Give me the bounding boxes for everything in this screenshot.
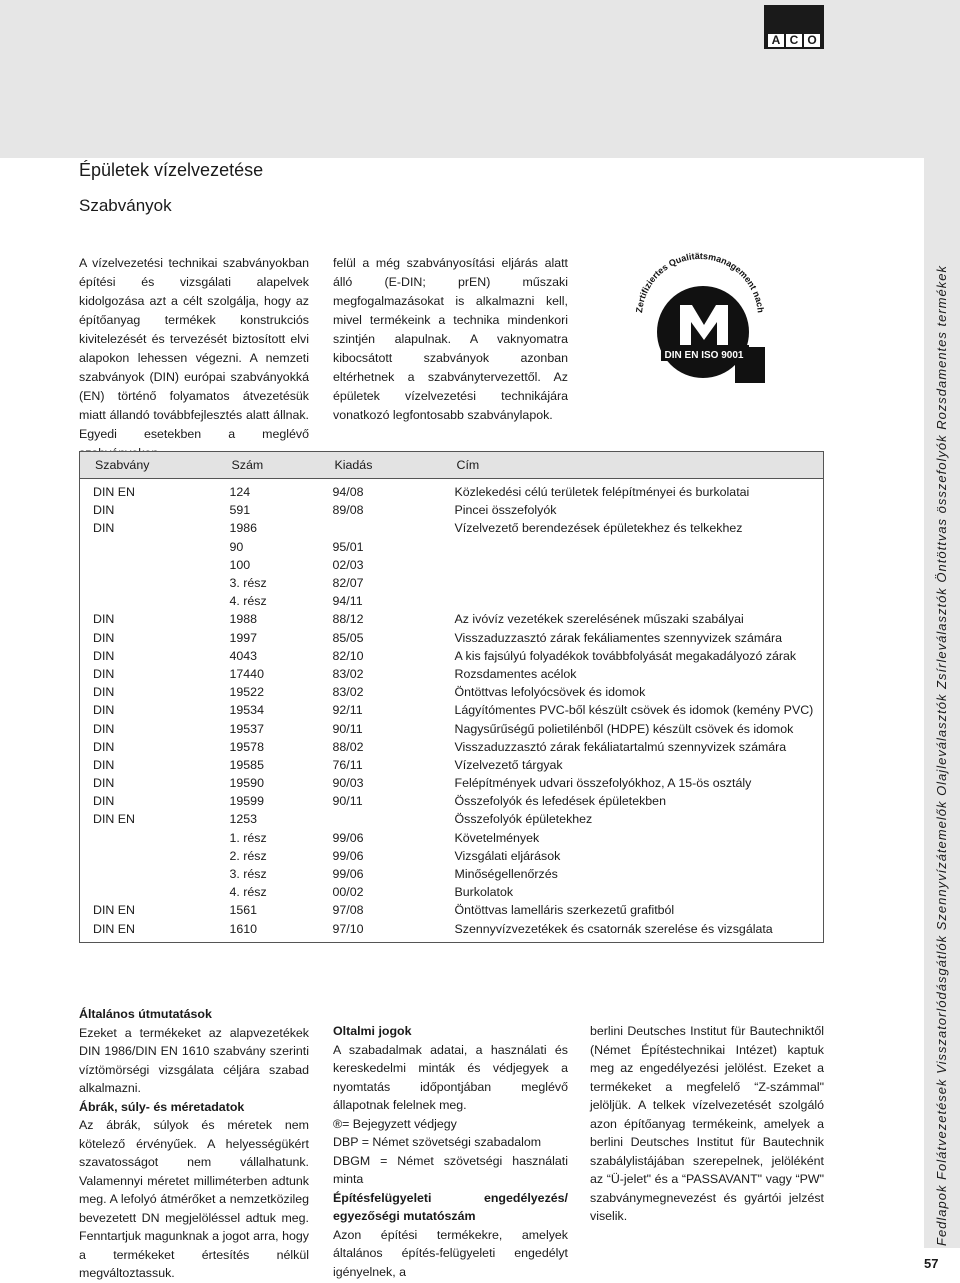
standard-cell <box>80 574 217 592</box>
number-cell: 2. rész <box>229 848 267 863</box>
registered-mark: ®= Bejegyzett védjegy <box>333 1116 457 1131</box>
issue-cell <box>320 810 442 828</box>
issue-cell: 90/11 <box>332 794 363 809</box>
number-cell: 19534 <box>229 703 264 718</box>
header-title: Cím <box>442 452 824 479</box>
table-row <box>80 865 824 883</box>
title-cell: Vizsgálati eljárások <box>442 847 824 865</box>
standard-cell: DIN <box>80 501 217 519</box>
issue-cell: 90/11 <box>332 721 363 736</box>
table-row <box>80 810 824 828</box>
title-cell <box>442 592 824 610</box>
title-cell <box>442 538 824 556</box>
general-heading: Általános útmutatások <box>79 1007 212 1021</box>
standard-cell: DIN <box>80 719 217 737</box>
approval-text: Azon építési termékekre, amelyek általános építés-felügyeleti engedélyt igényelnek, a <box>333 1227 568 1279</box>
table-row <box>80 556 824 574</box>
intro-column-1: A vízelvezetési technikai szabványokban építési és vizsgálati alapelvek kidolgozása azt a célt szolgálja, hogy az építőanyag termékek konstrukciós kivitelezését és tervezését biztosított elvi alapokon lehessen végezni. A nemzeti szabványok (DIN) európai szabványokká (EN) történő folyamatos átvezetésük miatt állandó továbbfejlesztés alatt állnak. Egyedi esetekben a meglévő <box>79 256 309 441</box>
number-cell: 19585 <box>229 757 264 772</box>
sidebar-categories: Fedlapok Folátvezetések Visszatorlódásgátlók Szennyvízátemelők Olajleválasztók Zsírleválasztók Öntöttvas összefolyók Rozsdamentes termékek <box>934 265 949 1246</box>
table-row <box>80 574 824 592</box>
figures-heading: Ábrák, súly- és méretadatok <box>79 1099 245 1114</box>
standard-cell: DIN <box>80 665 217 683</box>
page-title: Épületek vízelvezetése <box>79 160 264 180</box>
header-number: Szám <box>217 452 320 479</box>
number-cell: 19578 <box>229 739 264 754</box>
title-cell: Visszaduzzasztó zárak fekáliamentes szennyvizek számára <box>442 629 824 647</box>
title-cell: Burkolatok <box>442 883 824 901</box>
table-row <box>80 610 824 628</box>
standard-cell: DIN <box>80 629 217 647</box>
standard-cell <box>80 865 217 883</box>
issue-cell: 99/06 <box>332 830 364 845</box>
title-cell: Követelmények <box>442 829 824 847</box>
standard-cell: DIN EN <box>80 479 217 502</box>
number-cell: 19522 <box>229 685 264 700</box>
title-cell: Nagysűrűségű polietilénből (HDPE) készült csövek és idomok <box>442 719 824 737</box>
standard-cell <box>80 829 217 847</box>
approval-heading: Építésfelügyeleti engedélyezés/ egyezőségi mutatószám <box>333 1190 568 1223</box>
issue-cell: 90/03 <box>332 776 364 791</box>
number-cell: 591 <box>229 503 251 518</box>
figures-text: Az ábrák, súlyok és méretek nem kötelező érvényűek. A helyességükért szavatosságot nem vállalhatunk. Valamennyi méretet milliméterben adtunk meg. A lefolyó átmérőket a nemzetközileg bevezetett DN megjelöléssel adtuk meg. Fenntartjuk magunknak a jogot arra, hogy a termékeket értesítés nélkül megváltoztassuk. <box>79 1118 309 1280</box>
table-header-row <box>80 452 824 479</box>
table-row <box>80 901 824 919</box>
issue-cell: 89/08 <box>332 503 364 518</box>
table-row <box>80 665 824 683</box>
table-row <box>80 883 824 901</box>
number-cell: 19537 <box>229 721 264 736</box>
title-cell: Az ivóvíz vezetékek szerelésének műszaki szabályai <box>442 610 824 628</box>
number-cell: 19599 <box>229 794 264 809</box>
table-row <box>80 479 824 502</box>
issue-cell: 97/10 <box>320 920 442 943</box>
header-standard: Szabvány <box>80 452 217 479</box>
table-row <box>80 647 824 665</box>
issue-cell: 88/02 <box>332 739 364 754</box>
standard-cell: DIN <box>80 792 217 810</box>
footer-column-3 <box>590 1022 824 1226</box>
header-issue: Kiadás <box>320 452 442 479</box>
standard-cell: DIN <box>80 756 217 774</box>
issue-cell: 92/11 <box>332 703 363 718</box>
title-cell: Szennyvízvezetékek és csatornák szerelése és vizsgálata <box>442 920 824 943</box>
standard-cell: DIN <box>80 701 217 719</box>
rights-text: A szabadalmak adatai, a használati és kereskedelmi minták és védjegyek a nyomtatás időpontjában meglévő állapotnak felelnek meg. <box>333 1042 568 1112</box>
issue-cell: 94/11 <box>332 594 363 609</box>
dbgm-line: DBGM = Német szövetségi használati minta <box>333 1153 568 1186</box>
standard-cell: DIN EN <box>80 810 217 828</box>
standard-cell: DIN <box>80 647 217 665</box>
issue-cell: 95/01 <box>332 539 364 554</box>
title-cell: Lágyítómentes PVC-ből készült csövek és idomok (kemény PVC) <box>442 701 824 719</box>
title-cell: Összefolyók épületekhez <box>442 810 824 828</box>
product-category-sidebar <box>924 158 960 1248</box>
table-row <box>80 719 824 737</box>
issue-cell: 83/02 <box>332 666 364 681</box>
standard-cell: DIN <box>80 610 217 628</box>
table-row <box>80 738 824 756</box>
table-row <box>80 847 824 865</box>
issue-cell: 83/02 <box>332 685 364 700</box>
standard-cell: DIN <box>80 683 217 701</box>
badge-label: DIN EN ISO 9001 <box>664 350 744 361</box>
standard-cell <box>80 847 217 865</box>
title-cell: Vízelvezető berendezések épületekhez és telkekhez <box>442 519 824 537</box>
standard-cell: DIN <box>80 738 217 756</box>
issue-cell <box>320 519 442 537</box>
issue-cell: 82/07 <box>332 576 364 591</box>
page-subtitle: Szabványok <box>79 196 172 215</box>
title-cell: Minőségellenőrzés <box>442 865 824 883</box>
number-cell: 1986 <box>229 521 258 536</box>
number-cell: 1561 <box>229 903 258 918</box>
issue-cell: 76/11 <box>332 757 363 772</box>
number-cell: 1988 <box>229 612 258 627</box>
badge-arc-text: Zertifiziertes Qualitätsmanagement nach <box>634 250 766 314</box>
issue-cell: 99/06 <box>332 867 364 882</box>
standard-cell <box>80 556 217 574</box>
issue-cell: 97/08 <box>332 903 364 918</box>
table-row <box>80 501 824 519</box>
issue-cell: 88/12 <box>332 612 364 627</box>
number-cell: 1997 <box>229 630 258 645</box>
table-row <box>80 792 824 810</box>
standard-cell: DIN <box>80 774 217 792</box>
rights-heading: Oltalmi jogok <box>333 1024 412 1038</box>
table-row <box>80 756 824 774</box>
issue-cell: 94/08 <box>332 485 364 500</box>
title-cell: Öntöttvas lefolyócsövek és idomok <box>442 683 824 701</box>
title-cell: Közlekedési célú területek felépítményei és burkolatai <box>442 479 824 502</box>
footer-column-2 <box>333 1022 568 1281</box>
table-row <box>80 774 824 792</box>
dbp-line: DBP = Német szövetségi szabadalom <box>333 1135 542 1149</box>
number-cell: 100 <box>229 557 251 572</box>
footer-column-1 <box>79 1005 309 1283</box>
standard-cell: DIN <box>80 519 217 537</box>
table-row <box>80 701 824 719</box>
issue-cell: 85/05 <box>332 630 364 645</box>
title-cell: Összefolyók és lefedések épületekben <box>442 792 824 810</box>
issue-cell: 82/10 <box>332 648 364 663</box>
number-cell: 19590 <box>229 776 264 791</box>
aco-logo <box>764 5 824 49</box>
number-cell: 17440 <box>229 666 264 681</box>
number-cell: 1. rész <box>229 830 267 845</box>
number-cell: 3. rész <box>229 576 267 591</box>
title-cell <box>442 574 824 592</box>
table-row <box>80 829 824 847</box>
table-row <box>80 538 824 556</box>
title-cell: A kis fajsúlyú folyadékok továbbfolyását megakadályozó zárak <box>442 647 824 665</box>
title-cell: Rozsdamentes acélok <box>442 665 824 683</box>
number-cell: 4. rész <box>229 594 267 609</box>
table-row <box>80 629 824 647</box>
number-cell: 4. rész <box>229 885 267 900</box>
issue-cell: 00/02 <box>332 885 364 900</box>
logo-letter: O <box>804 34 820 47</box>
issue-cell: 99/06 <box>332 848 364 863</box>
title-cell: Pincei összefolyók <box>442 501 824 519</box>
title-cell <box>442 556 824 574</box>
number-cell: 1253 <box>229 812 258 827</box>
issue-cell: 02/03 <box>332 557 364 572</box>
number-cell: 90 <box>229 539 244 554</box>
general-text: Ezeket a termékeket az alapvezetékek DIN 1986/DIN EN 1610 szabvány szerinti víztömörségi vizsgálata céljára szabad alkalmazni. <box>79 1025 309 1095</box>
table-row <box>80 920 824 943</box>
standards-table <box>79 451 824 943</box>
title-cell: Vízelvezető tárgyak <box>442 756 824 774</box>
number-cell: 3. rész <box>229 867 267 882</box>
number-cell: 124 <box>229 485 251 500</box>
number-cell: 4043 <box>229 648 258 663</box>
col3-text: berlini Deutsches Institut für Bautechniktől (Német Építéstechnikai Intézet) kaptuk meg az engedélyezési jelölést. Ezeket a termékeket a megfelelő “Z-számmal" jelöljük. A telkek vízelvezetését szolgáló azon építőanyag termékeink, amelyek a berlini Deutsches Institut für Bautechnik szabálylistájában szerepelnek, jelöléként az “Ü-jelet" és a “PASSAVANT" vagy “PW" szabványmegnevezést és gyártói jelzést viselik. <box>590 1024 824 1223</box>
title-cell: Öntöttvas lamelláris szerkezetű grafitból <box>442 901 824 919</box>
logo-letter: C <box>786 34 802 47</box>
title-cell: Visszaduzzasztó zárak fekáliatartalmú szennyvizek számára <box>442 738 824 756</box>
standard-cell: DIN EN <box>80 901 217 919</box>
table-row <box>80 519 824 537</box>
logo-letter: A <box>768 34 784 47</box>
standard-cell <box>80 592 217 610</box>
standard-cell <box>80 538 217 556</box>
title-cell: Felépítmények udvari összefolyókhoz, A 15-ös osztály <box>442 774 824 792</box>
table-row <box>80 683 824 701</box>
page-number: 57 <box>924 1256 939 1271</box>
table-row <box>80 592 824 610</box>
standard-cell: DIN EN <box>80 920 217 943</box>
iso-certification-icon <box>625 247 775 389</box>
number-cell: 1610 <box>217 920 320 943</box>
intro-column-2: felül a még szabványosítási eljárás alatt álló (E-DIN; prEN) műszaki megfogalmazásokat is alkalmazni kell, mivel termékeink a technika mindenkori szintjén alapulnak. A vaknyomatra kibocsátott szabványok azonban eltérhetnek a szabványtervezettől. Az épületek vízelvezetési technikájára vonatkozó legfontosabb szabványlapok. <box>333 256 568 422</box>
standard-cell <box>80 883 217 901</box>
